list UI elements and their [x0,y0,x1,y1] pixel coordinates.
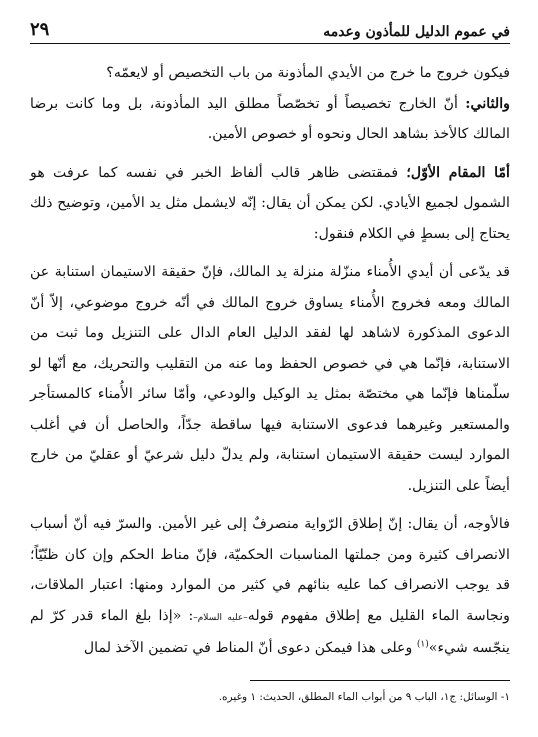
paragraph-2-lead: والثاني: [465,95,510,112]
paragraph-1 [30,58,510,89]
paragraph-3-text: فمقتضى ظاهر قالب ألفاظ الخبر في نفسه كما عرفت هو الشمول لجميع الأيادي. لكن يمكن أن يقال: إنّه لايشمل مثل يد الأمين، وتوضيح ذلك يحتاج إلى بسطٍ في الكلام فنقول: [30,164,510,242]
paragraph-3 [30,158,510,250]
paragraph-4-text: قد يدّعى أن أيدي الأُمناء منزّلة منزلة يد المالك، فإنّ حقيقة الاستيمان استنابة عن المالك ومعه فخروج الأُمناء يساوق خروج المالك في أنّه خروج موضوعي، إلاّ أنّ الدعوى المذكورة لاشاهد لها لفقد الدليل العام الدال على التنزيل وما ثبت من الاستنابة، فإنّما هي في خصوص الحفظ وما عنه من التقليب والتحريك، مع أنّها لو سلّمناها فإنّما هي مختصّة بمثل يد الوكيل والودعي، وأمّا سائر الأُمناء كالمستأجر والمستعير وغيرهما فدعوى الاستنابة فيها ساقطة جدّاً، والحاصل أن في أغلب الموارد ليست حقيقة الاستيمان استنابة، ولم يدلّ دليل شرعيّ أو عقليّ من خارج أيضاً على التنزيل. [30,264,510,494]
footnote-reference[interactable]: (١) [416,639,429,650]
paragraph-5-text-b: : «إذا بلغ الماء قدر كرّ لم ينجّسه شيء» [30,607,510,656]
paragraph-3-lead: أمّا المقام الأوّل؛ [406,164,510,181]
honorific-phrase: –عليه السلام– [193,612,248,623]
footnote-area [30,680,510,705]
paragraph-2-text: أنّ الخارج تخصيصاً أو تخصّصاً مطلق اليد المأذونة، بل وما كانت برضا المالك كالأخذ بشاهد الحال ونحوه أو خصوص الأمين. [30,95,510,142]
paragraph-1-text: فيكون خروج ما خرج من الأيدي المأذونة من باب التخصيص أو لايعمّه؟ [106,65,510,81]
header-title: في عموم الدليل للمأذون وعدمه [323,24,510,40]
footnote-divider [250,680,510,681]
paragraph-5 [30,509,510,664]
running-header [30,14,510,44]
paragraph-2 [30,89,510,150]
body-text [30,58,510,664]
page-number: ٢٩ [30,19,50,40]
paragraph-5-text-c: وعلى هذا فيمكن دعوى أنّ المناط في تضمين الآخذ لمال [83,640,417,656]
paragraph-4 [30,257,510,501]
paragraph-5-text-a: فالأوجه، أن يقال: إنّ إطلاق الرّواية منصرفٌ إلى غير الأمين. والسرّ فيه أنّ أسباب الانصراف كثيرة ومن جملتها المناسبات الحكميّة، فإنّ مناط الحكم وإن كان ظنّيّاً؛ قد يوجب الانصراف كما عليه بنائهم في كثير من الموارد ومنها: اعتبار الملاقات، ونجاسة الماء القليل مع إطلاق مفهوم قوله [30,516,510,624]
footnote-text: ١- الوسائل: ج١، الباب ٩ من أبواب الماء المطلق، الحديث: ١ وغيره. [218,691,510,703]
